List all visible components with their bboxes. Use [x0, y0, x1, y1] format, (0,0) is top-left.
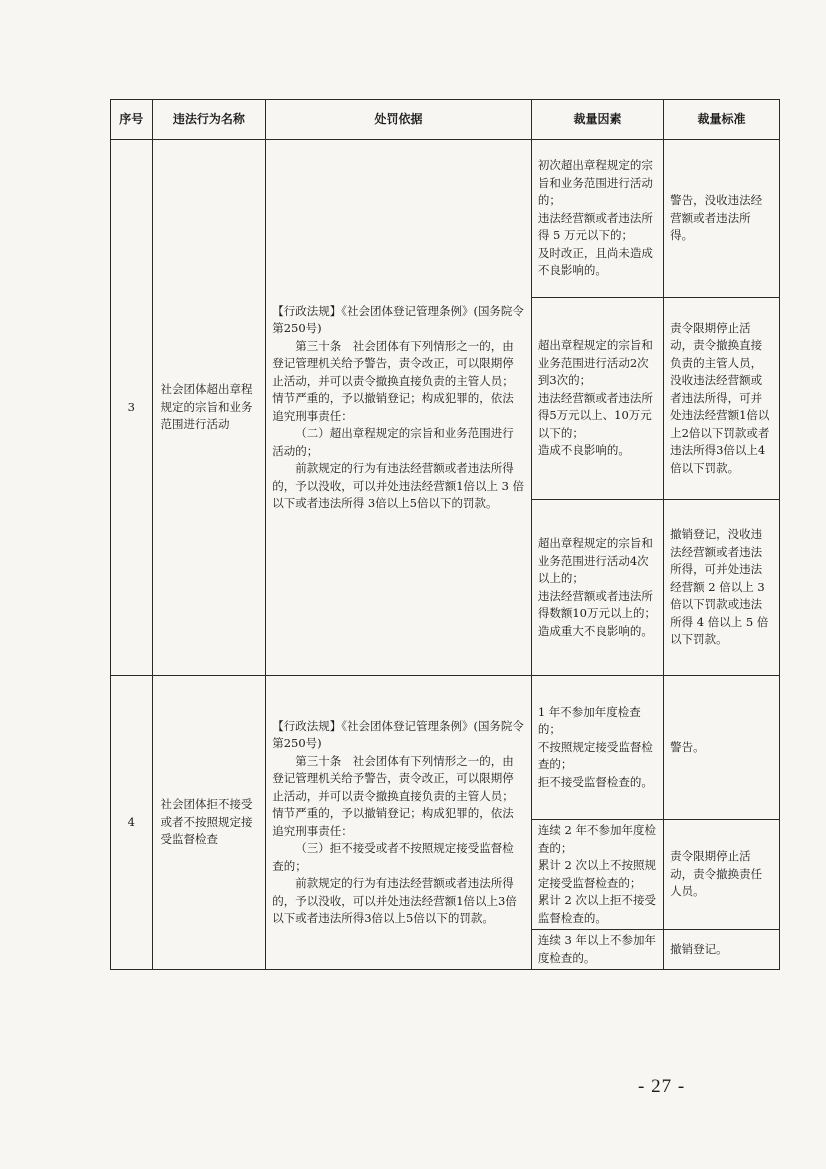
header-no: 序号 [111, 100, 153, 140]
factor-tier-1: 初次超出章程规定的宗旨和业务范围进行活动的； 违法经营额或者违法所得 5 万元以下的； 及时改正，且尚未造成不良影响的。 [531, 140, 663, 298]
standard-tier-3: 撤销登记，没收违法经营额或者违法所得，可并处违法经营额 2 倍以上 3 倍以下罚款或违法所得 4 倍以上 5 倍以下罚款。 [664, 500, 780, 676]
basis-supplement: 前款规定的行为有违法经营额或者违法所得的，予以没收，可以并处违法经营额1倍以上3倍以下或者违法所得3倍以上5倍以下的罚款。 [272, 876, 517, 925]
table-header-row [111, 100, 780, 140]
basis-source: 【行政法规】《社会团体登记管理条例》(国务院令第250号) [272, 718, 524, 750]
factor-tier-3: 超出章程规定的宗旨和业务范围进行活动4次以上的； 违法经营额或者违法所得数额10万元以上的； 造成重大不良影响的。 [531, 500, 663, 676]
penalty-discretion-table [110, 99, 780, 970]
standard-tier-3: 撤销登记。 [664, 930, 780, 970]
standard-tier-1: 警告。 [664, 676, 780, 820]
penalty-basis [266, 676, 532, 970]
table-row [111, 676, 780, 820]
row-number: 3 [111, 140, 153, 676]
violation-name: 社会团体超出章程规定的宗旨和业务范围进行活动 [152, 140, 266, 676]
basis-clause: （二）超出章程规定的宗旨和业务范围进行活动的； [272, 426, 514, 458]
standard-tier-2: 责令限期停止活动，责令撤换直接负责的主管人员，没收违法经营额或者违法所得，可并处违法经营额1倍以上2倍以下罚款或者违法所得3倍以上4倍以下罚款。 [664, 298, 780, 500]
basis-clause: （三）拒不接受或者不按照规定接受监督检查的； [272, 841, 514, 873]
factor-tier-2: 超出章程规定的宗旨和业务范围进行活动2次到3次的； 违法经营额或者违法所得5万元以上、10万元以下的； 造成不良影响的。 [531, 298, 663, 500]
factor-tier-2: 连续 2 年不参加年度检查的； 累计 2 次以上不按照规定接受监督检查的； 累计 2 次以上拒不接受监督检查的。 [531, 820, 663, 930]
table-row [111, 140, 780, 298]
factor-tier-3: 连续 3 年以上不参加年度检查的。 [531, 930, 663, 970]
header-penalty-basis: 处罚依据 [266, 100, 532, 140]
basis-source: 【行政法规】《社会团体登记管理条例》(国务院令第250号) [272, 303, 524, 335]
standard-tier-1: 警告，没收违法经营额或者违法所得。 [664, 140, 780, 298]
header-discretion-factors: 裁量因素 [531, 100, 663, 140]
factor-tier-1: 1 年不参加年度检查的； 不按照规定接受监督检查的； 拒不接受监督检查的。 [531, 676, 663, 820]
basis-article: 第三十条 社会团体有下列情形之一的，由登记管理机关给予警告，责令改正，可以限期停止活动，并可以责令撤换直接负责的主管人员；情节严重的，予以撤销登记；构成犯罪的，依法追究刑事责任： [272, 338, 514, 423]
violation-name: 社会团体拒不接受或者不按照规定接受监督检查 [152, 676, 266, 970]
header-discretion-standard: 裁量标准 [664, 100, 780, 140]
basis-article: 第三十条 社会团体有下列情形之一的，由登记管理机关给予警告，责令改正，可以限期停止活动，并可以责令撤换直接负责的主管人员；情节严重的，予以撤销登记；构成犯罪的，依法追究刑事责任： [272, 753, 514, 838]
basis-supplement: 前款规定的行为有违法经营额或者违法所得的，予以没收，可以并处违法经营额1倍以上 3 倍以下或者违法所得 3倍以上5倍以下的罚款。 [272, 461, 525, 510]
header-violation-name: 违法行为名称 [152, 100, 266, 140]
standard-tier-2: 责令限期停止活动，责令撤换责任人员。 [664, 820, 780, 930]
row-number: 4 [111, 676, 153, 970]
page-number: - 27 - [638, 1076, 686, 1097]
penalty-basis [266, 140, 532, 676]
